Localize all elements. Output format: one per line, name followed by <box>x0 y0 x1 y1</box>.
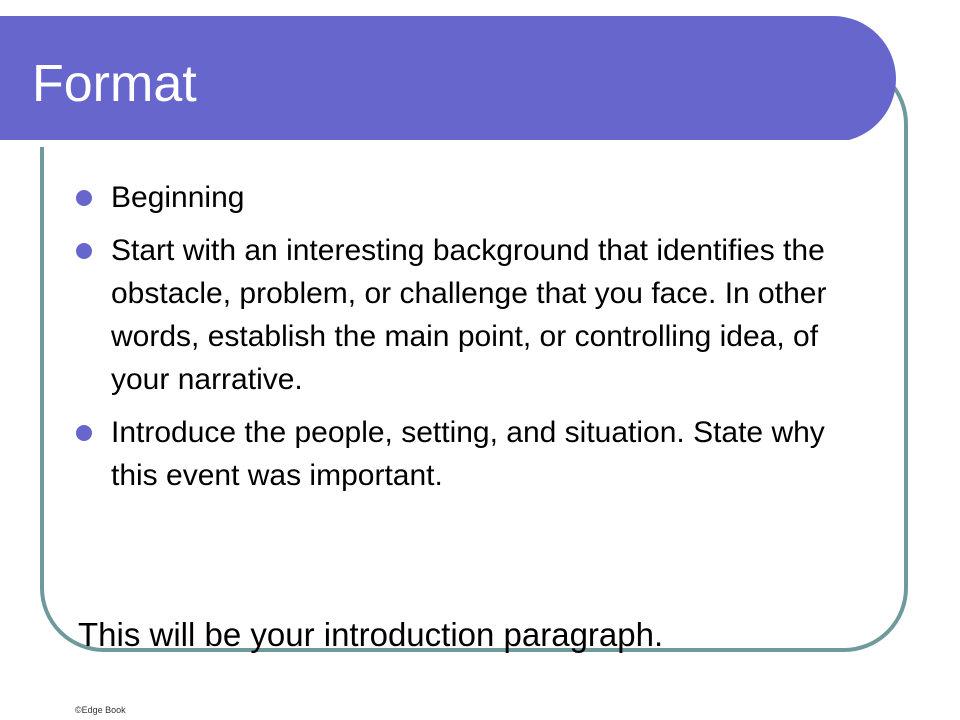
slide-title: Format <box>32 55 197 113</box>
closing-text: This will be your introduction paragraph. <box>78 616 664 653</box>
bullet-text: Beginning <box>111 181 245 214</box>
bullet-item <box>76 411 876 497</box>
bullet-dot-icon <box>76 425 92 441</box>
footer-credit: ©Edge Book <box>75 705 126 715</box>
title-bar <box>0 16 896 142</box>
bullet-item <box>76 229 876 401</box>
bullet-list <box>76 176 876 497</box>
bullet-dot-icon <box>76 190 92 206</box>
bullet-dot-icon <box>76 243 92 259</box>
bullet-item <box>76 176 876 219</box>
title-underline <box>0 140 848 147</box>
slide-content <box>76 176 876 507</box>
bullet-text: Introduce the people, setting, and situation. State why this event was important. <box>111 416 825 492</box>
bullet-text: Start with an interesting background that identifies the obstacle, problem, or challenge that you face. In other words, establish the main point, or controlling idea, of your narrative. <box>111 234 827 396</box>
